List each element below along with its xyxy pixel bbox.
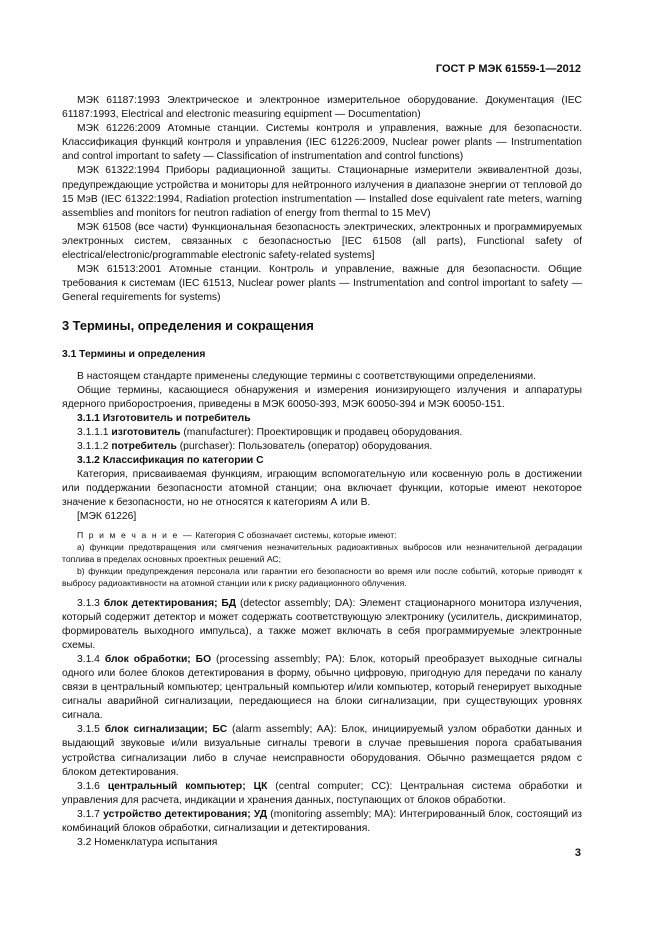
section-3-1-heading: 3.1 Термины и определения xyxy=(62,349,206,361)
term-number: 3.1.7 xyxy=(77,808,100,820)
term-number: 3.1.1.1 xyxy=(77,426,109,438)
term-name: блок детектирования; БД xyxy=(103,597,237,609)
term-definition: (purchaser): Пользователь (оператор) оборудования. xyxy=(176,440,433,452)
term-3-1-2-definition: Категория, присваиваемая функциям, играющим вспомогательную или косвенную роль в достижении или поддержании безопасности атомной станции; она включает функции, которые имеют некоторое значение к безопасности, но не относятся к категориям А или В. xyxy=(62,469,582,509)
term-number: 3.1.1.2 xyxy=(77,440,109,452)
term-definition: (manufacturer): Проектировщик и продавец оборудования. xyxy=(180,426,463,438)
term-name: блок обработки; БО xyxy=(104,653,212,665)
term-3-1-1-heading: 3.1.1 Изготовитель и потребитель xyxy=(77,412,251,424)
page-number: 3 xyxy=(574,847,581,859)
section-3-2-heading: 3.2 Номенклатура испытания xyxy=(77,837,218,849)
reference-item: МЭК 61508 (все части) Функциональная безопасность электрических, электронных и программируемых электронных систем, связанных с безопасностью [IEC 61508 (all parts), Functional safety of electrical/electronic/programmable electronic safety-related systems] xyxy=(62,221,582,262)
reference-item: МЭК 61513:2001 Атомные станции. Контроль и управление, важные для безопасности. Общие требования к системам (IEC 61513, Nuclear power plants — Instrumentation and control important to safety — General requirements for systems) xyxy=(62,264,582,304)
term-definition: (central computer; CC): Центральная система обработки и управления для расчета, индикации и хранения данных, поступающих от блоков обработки. xyxy=(62,780,582,806)
term-3-1-7 xyxy=(62,808,582,836)
term-number: 3.1.5 xyxy=(77,724,100,736)
term-number: 3.1.4 xyxy=(77,653,100,665)
term-name: устройство детектирования; УД xyxy=(103,808,268,820)
term-definition: (detector assembly; DA): Элемент стационарного монитора излучения, который содержит детектор и может содержать соответствующую электронику (усилитель, дискриминатор, формирователь выходного импульса), а также может включать в себя программируемые электронные схемы. xyxy=(62,597,582,651)
term-3-1-2-heading: 3.1.2 Классификация по категории С xyxy=(77,455,264,467)
term-definition: (monitoring assembly; MA): Интегрированный блок, состоящий из комбинаций блоков обработки, сигнализации и детектирования. xyxy=(62,808,582,835)
term-3-1-4 xyxy=(62,653,582,723)
term-number: 3.1.6 xyxy=(77,780,100,792)
note-heading xyxy=(62,529,582,541)
term-3-1-3 xyxy=(62,597,582,653)
note-text: Категория С обозначает системы, которые имеют: xyxy=(193,529,397,540)
term-3-1-5 xyxy=(62,723,582,779)
reference-item: МЭК 61322:1994 Приборы радиационной защиты. Стационарные измерители эквивалентной дозы, предупреждающие устройства и мониторы для нейтронного излучения в диапазоне энергии от тепловой до 15 МэВ (IEC 61322:1994, Radiation protection instrumentation — Installed dose equivalent rate meters, warning assemblies and monitors for neutron radiation of energy from thermal to 15 MeV) xyxy=(62,165,582,219)
term-name: изготовитель xyxy=(111,426,181,438)
note-label: П р и м е ч а н и е — xyxy=(77,529,194,540)
note-block xyxy=(62,529,582,589)
standard-header: ГОСТ Р МЭК 61559-1—2012 xyxy=(435,63,581,75)
note-item-a: а) функции предотвращения или смягчения незначительных радиоактивных выбросов или незначительной деградации топлива в пределах основных проектных решений АС; xyxy=(62,541,582,564)
reference-item: МЭК 61187:1993 Электрическое и электронное измерительное оборудование. Документация (IEC 61187:1993, Electrical and electronic measuring equipment — Documentation) xyxy=(62,95,582,121)
term-name: блок сигнализации; БС xyxy=(104,724,228,736)
term-definition: (processing assembly; PA): Блок, который преобразует выходные сигналы одного или более блоков детектирования в форму, обычно цифровую, пригодную для передачи по каналу связи в центральный компьютер; центральный компьютер и/или компьютер, который генерирует выходные сигналы аварийной сигнализации, передающиеся на блоки сигнализации, при существующих уровнях сигнала. xyxy=(62,653,582,722)
note-item-b: b) функции предупреждения персонала или гарантии его безопасности во время или после событий, которые приводят к выбросу радиоактивности на атомной станции или к риску радиационного облучения. xyxy=(62,565,582,588)
term-3-1-1-2 xyxy=(62,440,582,454)
reference-item: МЭК 61226:2009 Атомные станции. Системы контроля и управления, важные для безопасности. Классификация функций контроля и управления (IEC 61226:2009, Nuclear power plants — Instrumentation and control important to safety — Classification of instrumentation and control functions) xyxy=(62,123,582,163)
term-3-1-6 xyxy=(62,780,582,808)
section-3-heading: 3 Термины, определения и сокращения xyxy=(62,318,314,334)
section-3-1-general-terms: Общие термины, касающиеся обнаружения и измерения ионизирующего излучения и аппаратуры ядерного приборостроения, приведены в МЭК 60050-393, МЭК 60050-394 и МЭК 60050-151. xyxy=(62,384,582,410)
term-name: центральный компьютер; ЦК xyxy=(107,780,268,792)
term-number: 3.1.3 xyxy=(77,597,100,609)
term-3-1-2-reference: [МЭК 61226] xyxy=(77,511,137,523)
term-3-1-1-1 xyxy=(62,426,582,440)
page-content xyxy=(62,94,582,850)
term-name: потребитель xyxy=(111,440,177,452)
section-3-1-intro: В настоящем стандарте применены следующие термины с соответствующими определениями. xyxy=(77,370,537,382)
term-definition: (alarm assembly; AA): Блок, инициируемый узлом обработки данных и выдающий звуковые и/или визуальные сигналы тревоги в случае превышения порога срабатывания устройства сигнализации либо в случае неисправности оборудования. Обычно размещается рядом с блоком детектирования. xyxy=(62,724,582,778)
